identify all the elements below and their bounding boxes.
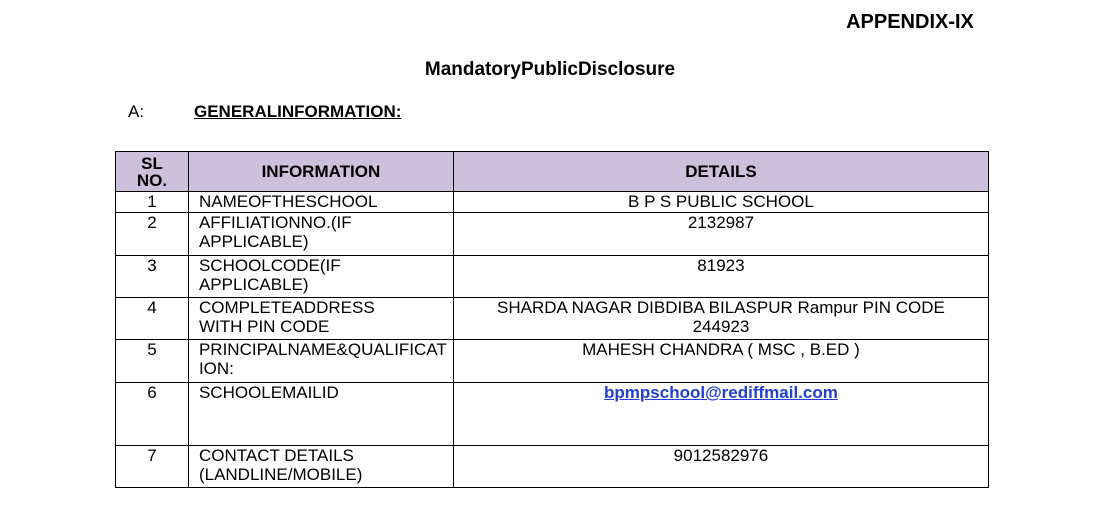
row-info: CONTACT DETAILS (LANDLINE/MOBILE): [188, 446, 453, 488]
table-row: [116, 446, 989, 488]
table-row: [116, 298, 989, 340]
row-detail: SHARDA NAGAR DIBDIBA BILASPUR Rampur PIN CODE 244923: [453, 298, 988, 340]
row-detail: 9012582976: [453, 446, 988, 488]
row-detail: B P S PUBLIC SCHOOL: [453, 192, 988, 213]
table-row: [116, 340, 989, 383]
school-email-link[interactable]: bpmpschool@rediffmail.com: [604, 383, 838, 402]
row-sl: 7: [116, 446, 189, 488]
row-info: COMPLETEADDRESS WITH PIN CODE: [188, 298, 453, 340]
table-row: [116, 192, 989, 213]
row-info: SCHOOLCODE(IF APPLICABLE): [188, 256, 453, 298]
table-row: [116, 383, 989, 446]
row-sl: 3: [116, 256, 189, 298]
section-letter: A:: [128, 102, 145, 121]
header-sl-no: SL NO.: [116, 152, 189, 192]
row-sl: 2: [116, 213, 189, 256]
row-sl: 1: [116, 192, 189, 213]
row-info: SCHOOLEMAILID: [188, 383, 453, 446]
row-detail: MAHESH CHANDRA ( MSC , B.ED ): [453, 340, 988, 383]
row-info: PRINCIPALNAME&QUALIFICATION:: [188, 340, 453, 383]
section-title: GENERALINFORMATION:: [194, 102, 402, 121]
row-info: NAMEOFTHESCHOOL: [188, 192, 453, 213]
table-row: [116, 213, 989, 256]
appendix-label: APPENDIX-IX: [846, 11, 974, 33]
header-information: INFORMATION: [188, 152, 453, 192]
row-detail: [453, 383, 988, 446]
row-detail: 2132987: [453, 213, 988, 256]
row-sl: 4: [116, 298, 189, 340]
table-row: [116, 256, 989, 298]
general-information-table: [115, 151, 989, 488]
row-sl: 5: [116, 340, 189, 383]
row-sl: 6: [116, 383, 189, 446]
table-header-row: [116, 152, 989, 192]
header-details: DETAILS: [453, 152, 988, 192]
row-detail: 81923: [453, 256, 988, 298]
row-info: AFFILIATIONNO.(IF APPLICABLE): [188, 213, 453, 256]
page-title: MandatoryPublicDisclosure: [424, 59, 676, 80]
